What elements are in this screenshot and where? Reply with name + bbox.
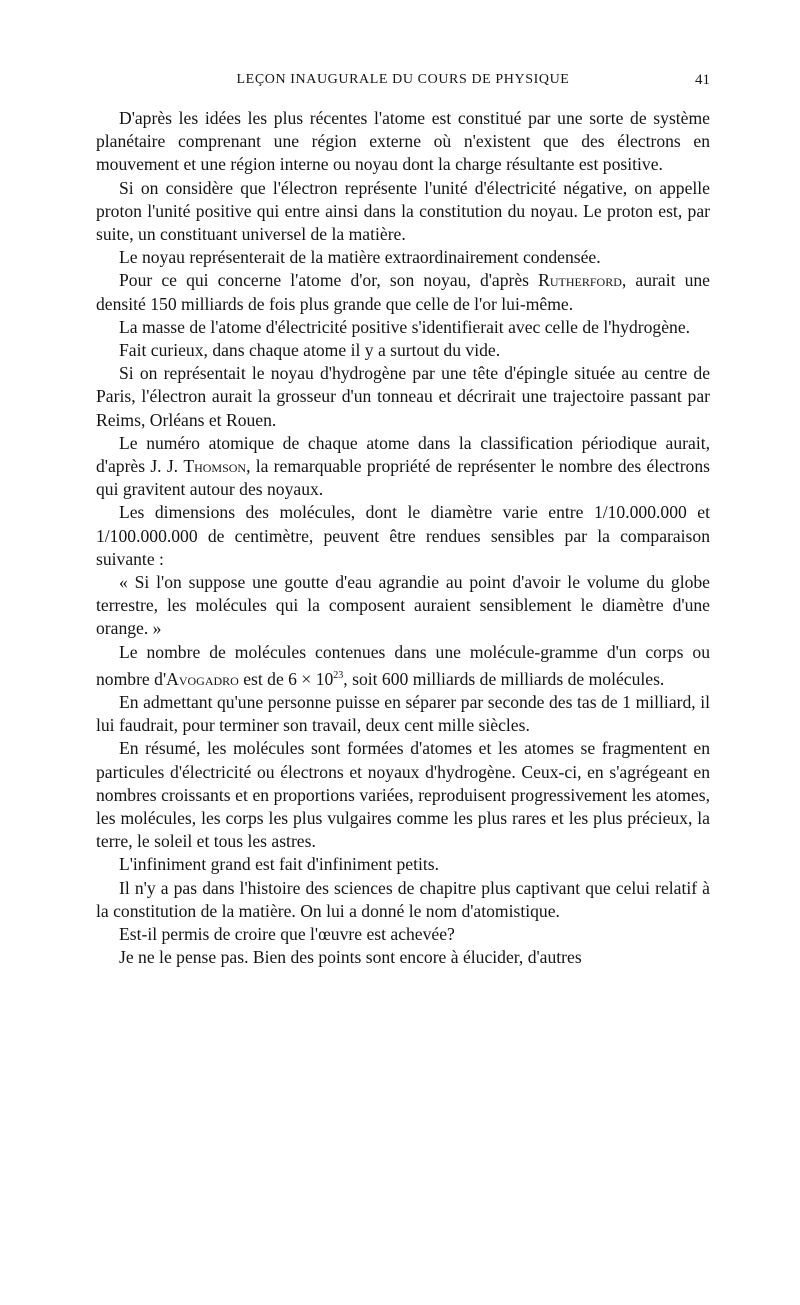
paragraph-vacuum: Fait curieux, dans chaque atome il y a surtout du vide. <box>119 340 501 361</box>
author-name-thomson: Thomson <box>183 456 247 477</box>
paragraph-summary: En résumé, les molécules sont formées d'atomes et les atomes se fragmentent en particules d'électricité ou électrons et noyaux d'hydrogène. Ceux-ci, en s'agrégeant en nombres croissants et en proportions variées, reproduisent progressivement les atomes, les molécules, les corps les plus vulgaires comme les plus rares et les plus précieux, la terre, le soleil et tous les astres. <box>96 738 710 852</box>
body-text <box>96 107 710 969</box>
paragraph-hydrogen-mass: La masse de l'atome d'électricité positive s'identifierait avec celle de l'hydrogène. <box>119 316 691 337</box>
paragraph-molecule-size: Les dimensions des molécules, dont le diamètre varie entre 1/10.000.000 et 1/100.000.000 de centimètre, peuvent être rendues sensibles par la comparaison suivante : <box>96 502 710 569</box>
paragraph-nucleus: Le noyau représenterait de la matière extraordinairement condensée. <box>119 247 601 268</box>
paragraph-conclusion: Je ne le pense pas. Bien des points sont encore à élucider, d'autres <box>119 947 582 968</box>
author-name-rutherford: Rutherford <box>538 270 622 291</box>
author-name-avogadro: Avogadro <box>166 668 239 689</box>
paragraph-atom-structure: D'après les idées les plus récentes l'atome est constitué par une sorte de système planétaire comprenant une région externe où n'existent que des électrons en mouvement et une région interne ou noyau dont la charge résultante est positive. <box>96 108 710 175</box>
exponent: 23 <box>333 669 344 681</box>
paragraph-counting: En admettant qu'une personne puisse en séparer par seconde des tas de 1 milliard, il lui faudrait, pour terminer son travail, deux cent mille siècles. <box>96 691 710 736</box>
paragraph-avogadro: Le nombre de molécules contenues dans une molécule-gramme d'un corps ou nombre d'Avogadro est de $6 \times 10^{23}$, soit 600 milliards de milliards de molécules. <box>96 641 710 689</box>
paragraph-quote-orange: « Si l'on suppose une goutte d'eau agrandie au point d'avoir le volume du globe terrestre, les molécules qui la composent auraient sensiblement le diamètre d'une orange. » <box>96 572 710 639</box>
page-number: 41 <box>695 72 710 88</box>
paragraph-question: Est-il permis de croire que l'œuvre est achevée? <box>119 923 455 944</box>
running-title: LEÇON INAUGURALE DU COURS DE PHYSIQUE <box>236 72 570 87</box>
paragraph-paris-analogy: Si on représentait le noyau d'hydrogène par une tête d'épingle située au centre de Paris, l'électron aurait la grosseur d'un tonneau et décrirait une trajectoire passant par Reims, Orléans et Rouen. <box>96 363 710 430</box>
paragraph-atomic-number: Le numéro atomique de chaque atome dans la classification périodique aurait, d'après J. J. Thomson, la remarquable propriété de représenter le nombre des électrons qui gravitent autour des noyaux. <box>96 432 710 500</box>
paragraph-infinitely-small: L'infiniment grand est fait d'infiniment petits. <box>119 854 440 875</box>
paragraph-gold-atom: Pour ce qui concerne l'atome d'or, son noyau, d'après Rutherford, aurait une densité 150 milliards de fois plus grande que celle de l'or lui-même. <box>96 270 710 314</box>
paragraph-atomistics: Il n'y a pas dans l'histoire des sciences de chapitre plus captivant que celui relatif à la constitution de la matière. On lui a donné le nom d'atomistique. <box>96 877 710 921</box>
page-header <box>96 72 710 96</box>
paragraph-proton: Si on considère que l'électron représente l'unité d'électricité négative, on appelle proton l'unité positive qui entre ainsi dans la constitution du noyau. Le proton est, par suite, un constituant universel de la matière. <box>96 177 710 245</box>
